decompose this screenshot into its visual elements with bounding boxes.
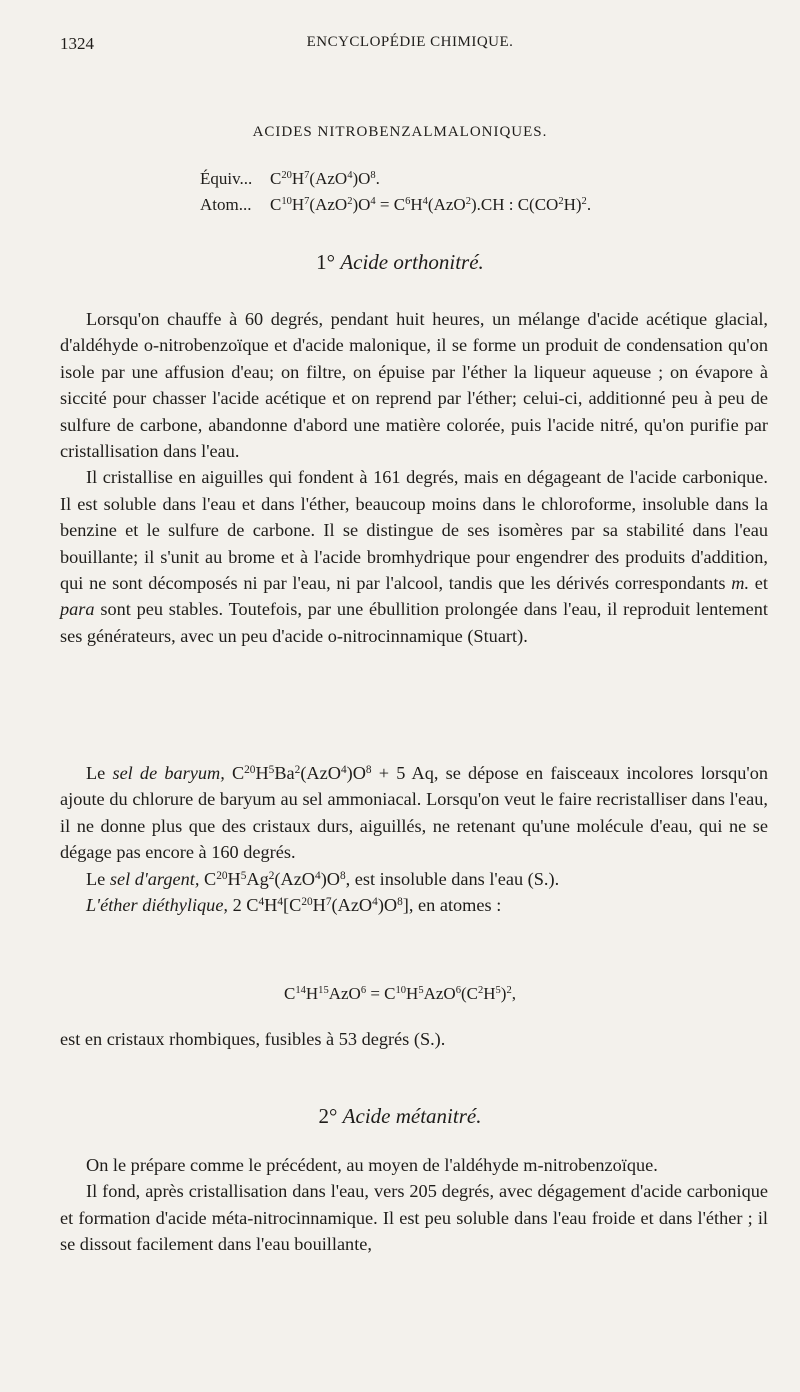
running-header: [60, 34, 760, 58]
meta-body: [60, 1152, 768, 1258]
running-title: ENCYCLOPÉDIE CHIMIQUE.: [306, 34, 514, 50]
heading-number: 2°: [318, 1104, 338, 1128]
paragraph: Il fond, après cristallisation dans l'eau, vers 205 degrés, avec dégagement d'acide carbonique et formation d'acide méta-nitrocinnamique. Il est peu soluble dans l'eau froide et dans l'éther ; il se dissout facilement dans l'eau bouillante,: [60, 1181, 768, 1255]
atom-formula: Atom... $C^{10}H^7(AzO^2)O^4 = C^6H^4(AzO^2).CH$ : $C(CO^2H)^2$.: [200, 192, 591, 218]
heading-metanitre: [0, 1104, 800, 1129]
section-title: ACIDES NITROBENZALMALONIQUES.: [252, 124, 548, 140]
page-number: 1324: [60, 34, 94, 53]
heading-title: Acide orthonitré.: [340, 250, 484, 274]
salts-body: [60, 760, 768, 918]
para-term: para: [60, 599, 95, 620]
formula-block: [200, 166, 591, 218]
ether-equation: $C^{14}H^{15}AzO^6 = C^{10}H^5AzO^6(C^2H^5)^2$,: [284, 984, 516, 1003]
ortho-body: [60, 306, 768, 649]
atom-label: Atom...: [200, 195, 252, 214]
heading-orthonitre: [0, 250, 800, 275]
heading-title: Acide métanitré.: [342, 1104, 482, 1128]
heading-number: 1°: [316, 250, 336, 274]
paragraph: Lorsqu'on chauffe à 60 degrés, pendant huit heures, un mélange d'acide acétique glacial, d'aldéhyde o-nitrobenzoïque et d'acide malonique, il se forme un produit de condensation qu'on isole par une affusion d'eau; on filtre, on épuise par l'éther la liqueur aqueuse ; on évapore à siccité pour chasser l'acide acétique et on reprend par l'éther; celui-ci, additionné peu à peu de sulfure de carbone, abandonne d'abord une matière colorée, puis l'acide nitré, qu'on purifie par cristallisation dans l'eau.: [60, 309, 768, 462]
paragraph-argent: Le sel d'argent, $C^{20}H^5Ag^2(AzO^4)O^8$, est insoluble dans l'eau (S.).: [86, 868, 560, 889]
meta-abbrev: m.: [731, 573, 750, 594]
equiv-formula: Équiv... $C^{20}H^7(AzO^4)O^8$.: [200, 166, 591, 192]
paragraph-baryum: Le sel de baryum, $C^{20}H^5Ba^2(AzO^4)O^8 + 5$ Aq, se dépose en faisceaux incolores lorsqu'on ajoute du chlorure de baryum au sel ammoniacal. Lorsqu'on veut le faire recristalliser dans l'eau, il ne donne plus que des cristaux durs, aiguillés, ne retenant qu'une molécule d'eau, qui ne se dégage pas encore à 160 degrés.: [60, 763, 768, 863]
equiv-label: Équiv...: [200, 169, 253, 188]
ether-tail: [60, 1026, 768, 1052]
paragraph-ether: L'éther diéthylique, 2 $C^4H^4[C^{20}H^7(AzO^4)O^8]$, en atomes :: [86, 895, 502, 916]
paragraph: Il cristallise en aiguilles qui fondent à 161 degrés, mais en dégageant de l'acide carbonique. Il est soluble dans l'eau et dans l'éther, beaucoup moins dans le chloroforme, insoluble dans la benzine et le sulfure de carbone. Il se distingue de ses isomères par sa stabilité dans l'eau bouillante; il s'unit au brome et à l'acide bromhydrique pour engendrer des produits d'addition, qui ne sont décomposés ni par l'eau, ni par l'alcool, tandis que les dérivés correspondants m. et para sont peu stables. Toutefois, par une ébullition prolongée dans l'eau, il reproduit lentement ses générateurs, avec un peu d'acide o-nitrocinnamique (Stuart).: [60, 467, 768, 646]
paragraph: est en cristaux rhombiques, fusibles à 53 degrés (S.).: [60, 1029, 446, 1049]
paragraph: On le prépare comme le précédent, au moyen de l'aldéhyde m-nitrobenzoïque.: [86, 1155, 658, 1175]
